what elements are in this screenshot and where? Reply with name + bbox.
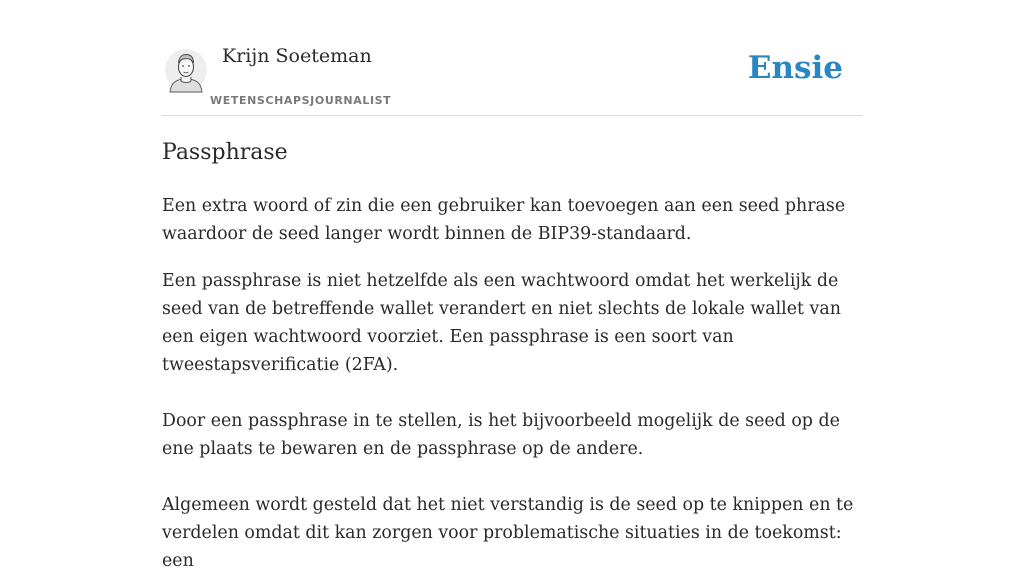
definition-term: Passphrase xyxy=(162,140,288,165)
definition-paragraph: Een extra woord of zin die een gebruiker kan toevoegen aan een seed phrase waardoor de seed langer wordt binnen de BIP39-standaard. xyxy=(162,196,846,244)
author-role: WETENSCHAPSJOURNALIST xyxy=(210,94,392,107)
definition-paragraph: Een passphrase is niet hetzelfde als een wachtwoord omdat het werkelijk de seed van de betreffende wallet verandert en niet slechts de lokale wallet van een eigen wachtwoord voorziet. Een passphrase is een soort van tweestapsverificatie (2FA). xyxy=(162,271,841,375)
definition-paragraph: Algemeen wordt gesteld dat het niet verstandig is de seed op te knippen en te verdelen omdat dit kan zorgen voor problematische situaties in de toekomst: een xyxy=(162,495,854,571)
author-portrait-icon xyxy=(164,48,208,92)
author-name[interactable]: Krijn Soeteman xyxy=(222,45,372,67)
definition-body xyxy=(162,192,862,575)
author-header xyxy=(162,0,862,116)
definition-paragraph: Door een passphrase in te stellen, is het bijvoorbeeld mogelijk de seed op de ene plaats te bewaren en de passphrase op de andere. xyxy=(162,411,840,459)
ensie-logo[interactable]: Ensie xyxy=(747,50,843,86)
